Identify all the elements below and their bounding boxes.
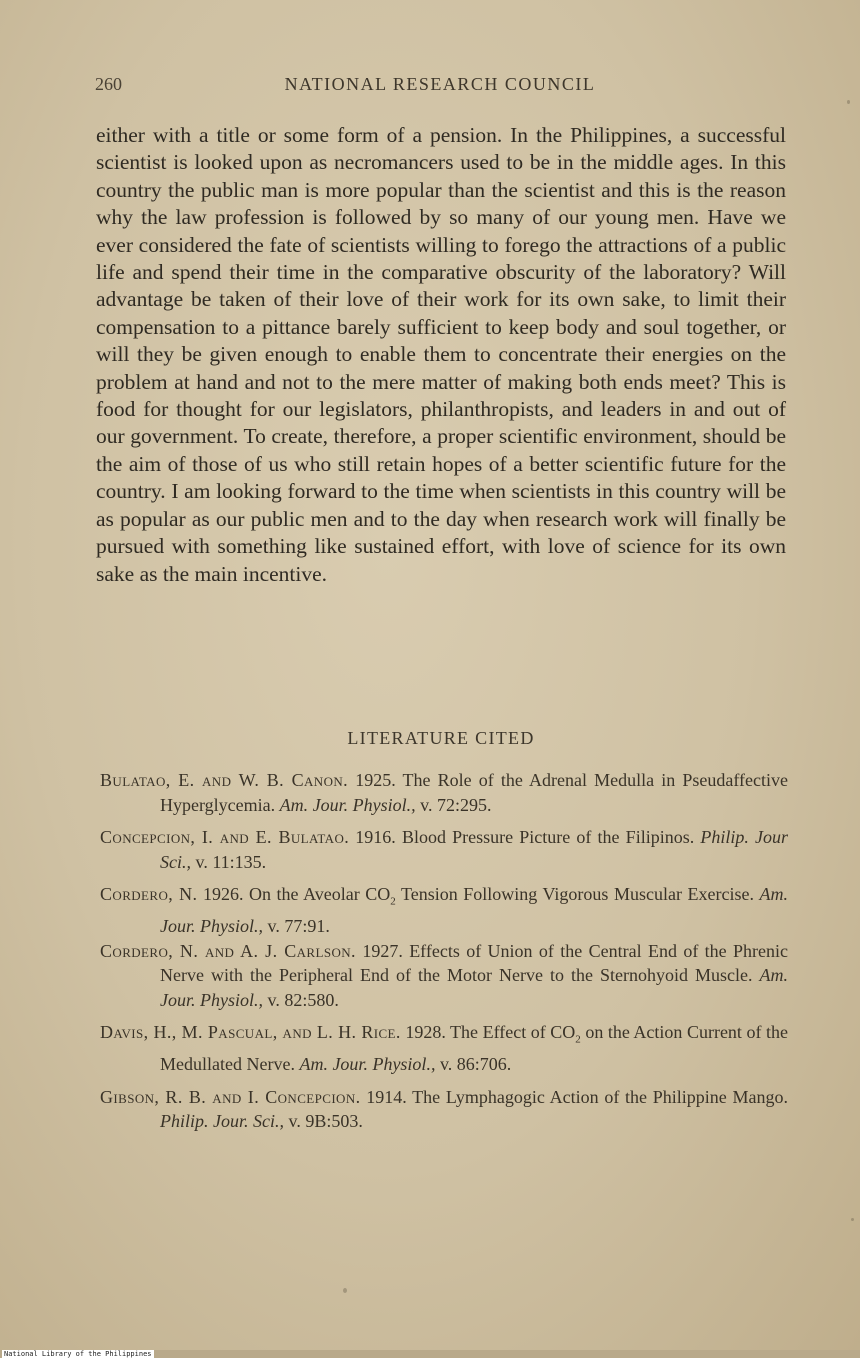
reference-item — [100, 882, 788, 939]
paper-speck — [847, 100, 850, 104]
reference-text: 1925. The Role of the Adrenal Medulla in Pseudaffective Hyperglycemia. — [160, 770, 788, 815]
reference-item — [100, 768, 788, 817]
reference-volume: v. 82:580. — [267, 989, 339, 1010]
body-text — [96, 122, 786, 588]
running-head — [95, 74, 785, 100]
reference-subscript: 2 — [390, 895, 396, 908]
reference-text-middle: on the Action Current of the Medullated Nerve. — [160, 1022, 789, 1075]
reference-subscript: 2 — [575, 1033, 581, 1046]
body-paragraph: either with a title or some form of a pension. In the Philippines, a successful scientist is looked upon as necromancers used to be in the middle ages. In this country the public man is more popular than the scientist and this is the reason why the law profession is followed by so many of our young men. Have we ever considered the fate of scientists willing to forego the attractions of a public life and spend their time in the comparative obscurity of the laboratory? Will advantage be taken of their love of their work for its own sake, to limit their compensation to a pittance barely sufficient to keep body and soul together, or will they be given enough to enable them to concentrate their energies on the problem at hand and not to the mere matter of making both ends meet? This is food for thought for our legislators, philanthropists, and leaders in and out of our government. To create, therefore, a proper scientific environment, should be the aim of those of us who still retain hopes of a better scientific future for the country. I am looking forward to the time when scientists in this country will be as popular as our public men and to the day when research work will finally be pursued with something like sustained effort, with love of science for its own sake as the main incentive. — [96, 123, 786, 586]
reference-authors: Bulatao, E. and W. B. Canon. — [100, 770, 349, 790]
reference-authors: Concepcion, I. and E. Bulatao. — [100, 827, 350, 847]
reference-volume: v. 77:91. — [267, 916, 330, 937]
reference-journal: Philip. Jour Sci., — [160, 827, 789, 872]
reference-journal: Am. Jour. Physiol., — [160, 884, 788, 937]
reference-text: 1926. On the Aveolar CO — [202, 884, 391, 904]
reference-volume: v. 72:295. — [420, 794, 492, 815]
reference-volume: v. 86:706. — [439, 1054, 512, 1075]
reference-volume: v. 9B:503. — [288, 1111, 363, 1132]
reference-authors: Gibson, R. B. and I. Concepcion. — [100, 1086, 361, 1107]
reference-item — [100, 939, 788, 1013]
reference-text: 1916. Blood Pressure Picture of the Filipinos. — [355, 827, 695, 847]
reference-journal: Am. Jour. Physiol., — [299, 1054, 436, 1075]
reference-list — [100, 768, 788, 1142]
reference-text-middle: Tension Following Vigorous Muscular Exercise. — [400, 884, 754, 904]
reference-authors: Davis, H., M. Pascual, and L. H. Rice. — [100, 1022, 401, 1043]
reference-journal: Am. Jour. Physiol., — [279, 794, 416, 815]
archive-caption: National Library of the Philippines — [4, 1350, 152, 1358]
reference-volume: v. 11:135. — [195, 851, 267, 872]
reference-text: 1927. Effects of Union of the Central End of the Phrenic Nerve with the Peripheral End of the Motor Nerve to the Sternohyoid Muscle. — [160, 940, 789, 986]
reference-item — [100, 825, 788, 874]
page-number: 260 — [95, 74, 122, 94]
literature-cited-heading: LITERATURE CITED — [347, 728, 535, 748]
reference-text: 1928. The Effect of CO — [405, 1022, 576, 1043]
reference-text: 1914. The Lymphagogic Action of the Philippine Mango. — [366, 1086, 788, 1107]
reference-authors: Cordero, N. — [100, 884, 198, 904]
reference-journal: Philip. Jour. Sci., — [160, 1111, 284, 1132]
reference-item — [100, 1085, 788, 1134]
reference-journal: Am. Jour. Physiol., — [160, 965, 789, 1010]
paper-speck — [851, 1218, 854, 1221]
reference-item — [100, 1020, 788, 1077]
reference-authors: Cordero, N. and A. J. Carlson. — [100, 940, 356, 961]
paper-speck — [343, 1288, 347, 1293]
running-title: NATIONAL RESEARCH COUNCIL — [284, 74, 596, 94]
